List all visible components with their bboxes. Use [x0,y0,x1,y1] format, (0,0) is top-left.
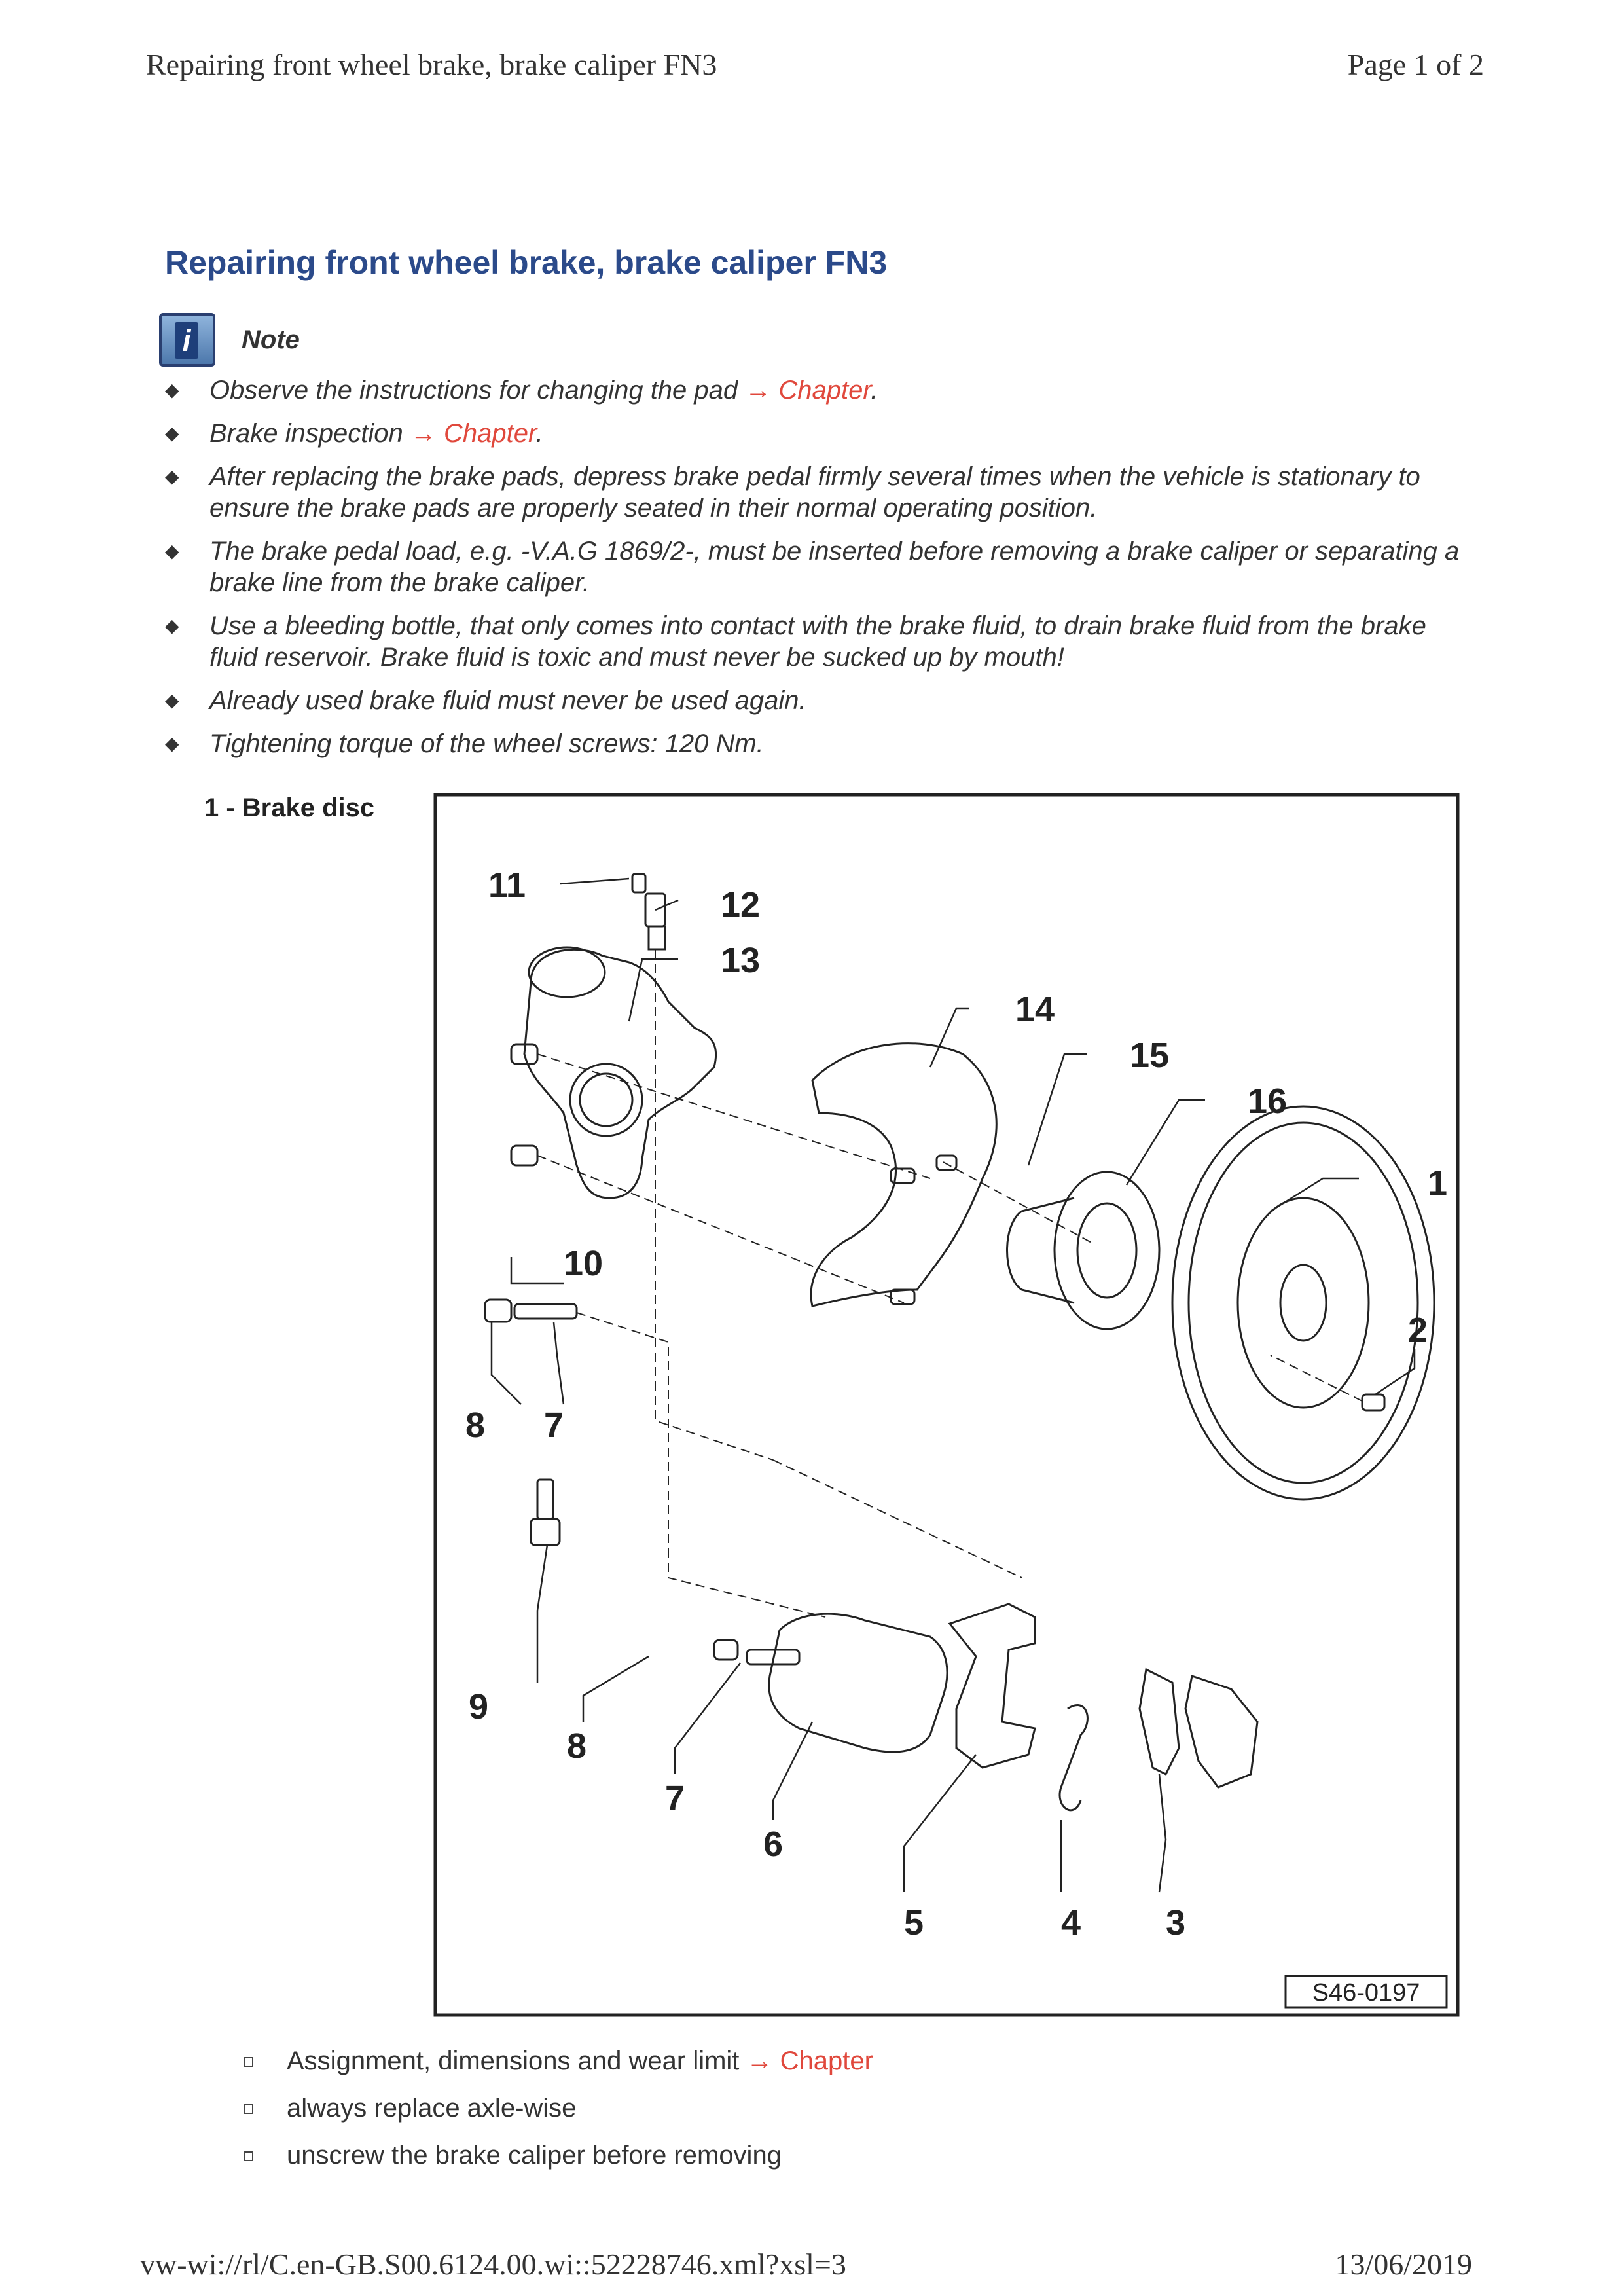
note-header [159,313,300,367]
callout-7: 7 [665,1779,685,1818]
bullet-text: Use a bleeding bottle, that only comes into contact with the brake fluid, to drain brake fluid from the brake fluid reservoir. Brake fluid is toxic and must never be sucked up by mouth! [209,611,1426,672]
callout-6: 6 [763,1825,784,1864]
bullet-text: Brake inspection [209,419,410,448]
bullet-item [165,461,1474,524]
checkbox-square-icon [244,2151,253,2161]
callout-8: 8 [567,1726,587,1766]
document-title: Repairing front wheel brake, brake caliper FN3 [165,244,888,281]
callout-1: 1 [1428,1163,1448,1203]
callout-7-top: 7 [544,1406,564,1445]
note-label: Note [242,325,300,354]
figure-code: S46-0197 [1312,1979,1420,2007]
detail-item [244,2085,873,2132]
callout-5: 5 [904,1903,924,1942]
diamond-bullet-icon: ◆ [165,615,179,636]
brake-disc-details [244,2037,873,2179]
bullet-item [165,610,1474,673]
bullet-text: After replacing the brake pads, depress brake pedal firmly several times when the vehicle is stationary to ensure the brake pads are properly seated in their normal operating position. [209,462,1420,522]
diamond-bullet-icon: ◆ [165,733,179,754]
detail-item [244,2132,873,2179]
item-label: 1 - Brake disc [204,793,375,822]
diamond-bullet-icon: ◆ [165,380,179,400]
bullet-text: Observe the instructions for changing the pad [209,376,746,405]
bullet-item: ◆ Brake inspection → Chapter. [165,419,543,448]
bullet-item [165,728,1474,759]
callout-9: 9 [469,1687,489,1726]
brake-exploded-diagram [433,792,1460,2018]
detail-text: unscrew the brake caliper before removing [287,2141,782,2170]
diamond-bullet-icon: ◆ [165,690,179,710]
callout-16: 16 [1248,1082,1288,1121]
diagram-frame [435,795,1458,2015]
diamond-bullet-icon: ◆ [165,466,179,486]
diamond-bullet-icon: ◆ [165,423,179,443]
callout-11: 11 [488,866,526,905]
page-header-title: Repairing front wheel brake, brake caliper FN3 [146,48,717,81]
bullet-text: The brake pedal load, e.g. -V.A.G 1869/2-, must be inserted before removing a brake caliper or separating a brake line from the brake caliper. [209,537,1460,597]
bullet-item [165,685,1474,716]
chapter-link[interactable]: → Chapter [410,419,536,448]
checkbox-square-icon [244,2057,253,2067]
detail-item [244,2037,873,2085]
detail-text: Assignment, dimensions and wear limit [287,2047,747,2075]
footer-url: vw-wi://rl/C.en-GB.S00.6124.00.wi::52228746.xml?xsl=3 [140,2248,846,2281]
callout-2: 2 [1408,1311,1428,1350]
chapter-link[interactable]: → Chapter [745,376,871,405]
diamond-bullet-icon: ◆ [165,541,179,561]
callout-14: 14 [1015,990,1055,1029]
chapter-link[interactable]: → Chapter [746,2047,873,2075]
callout-12: 12 [721,885,761,924]
bullet-text: Already used brake fluid must never be used again. [209,686,806,715]
detail-text: always replace axle-wise [287,2094,577,2123]
bullet-text: Tightening torque of the wheel screws: 120 Nm. [209,729,764,758]
callout-4: 4 [1061,1903,1081,1942]
bullet-item [165,536,1474,598]
bullet-item: ◆ Observe the instructions for changing the pad → Chapter. [165,376,878,405]
note-bullet-list [165,374,1474,759]
callout-3: 3 [1166,1903,1186,1942]
callout-13: 13 [721,941,761,980]
callout-10: 10 [564,1244,604,1283]
diagram-svg [433,792,1460,2018]
checkbox-square-icon [244,2104,253,2114]
callout-8-top: 8 [465,1406,486,1445]
footer-date: 13/06/2019 [1335,2248,1472,2281]
info-icon: i [159,313,215,367]
callout-15: 15 [1130,1036,1170,1075]
page-number: Page 1 of 2 [1347,48,1484,81]
